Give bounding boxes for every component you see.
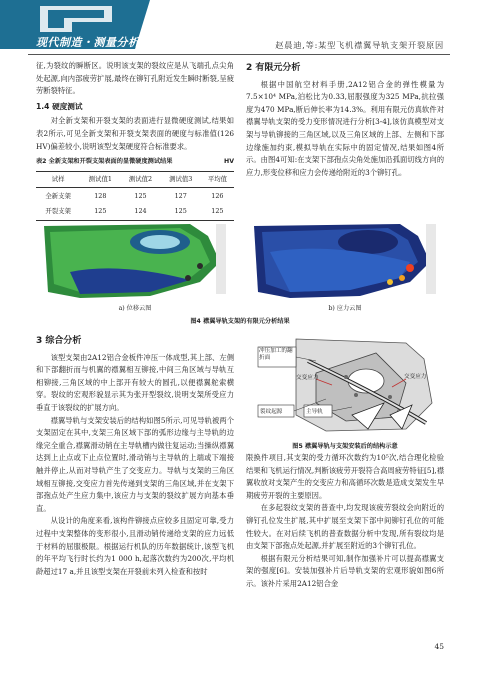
table-header-row <box>36 171 234 188</box>
paragraph: 对全新支架和开裂支架的表面进行显微硬度测试,结果如表2所示,可见全新支架和开裂支架表面的硬度与标准值(126 HV)偏差较小,说明该型支架硬度符合标准要求。 <box>36 116 234 151</box>
table-cell: 全新支架 <box>45 191 71 200</box>
hardness-table <box>36 171 234 221</box>
figure-4b-caption: b) 应力云图 <box>328 305 362 312</box>
diagram-label-alternating-stress-left: 交变应力 <box>296 375 319 381</box>
figure-4-caption: 图4 襟翼导轨支架的有限元分析结果 <box>190 318 290 325</box>
paragraph: 根据有限元分析结果可知,制作加强补片可以提高襟翼支架的强度[6]。安装加强补片后导轨支架的宏观形貌如图6所示。该补片采用2A12铝合金 <box>246 553 444 588</box>
figure-5-caption: 图5 襟翼导轨与支架安装后的结构示意 <box>292 443 398 450</box>
paragraph: 根据中国航空材料手册,2A12铝合金的弹性模量为7.5×10⁴ MPa,泊松比为0.33,屈服强度为325 MPa,抗拉强度为470 MPa,断后伸长率为14.3%。利用有限元仿真软件对襟翼导轨支架的受力变形情况进行分析[3-4],该仿真模型对支架与导轨铆接的三角区域,以及三角区域的上部、左侧和下部边缘施加约束,模拟导轨在实际中的固定情况,结果如图4所示。由图4可知:在支架下部孢点尖角处施加沿孤面切线方向的应力,形变位移和应力会传递给附近的3个铆钉孔。 <box>246 79 444 177</box>
running-title: 赵晨迪,等:某型飞机襟翼导轨支架开裂原因 <box>275 40 444 50</box>
paragraph: 从设计的角度来看,该构件铆接点应较多且固定可靠,受力过程中支架整体的变形很小,且滑动销传递给支架的应力远低于材料的屈服极限。根据运行机队的历年数据统计,该型飞机的年平均飞行时长约为1 000 h,起落次数约为200次,平均机龄超过17 a,并且该型支架在开裂前未列入检查和按时 <box>36 516 234 576</box>
table-cell: 开裂支架 <box>45 207 71 216</box>
table-header-cell: 测试值3 <box>169 175 193 184</box>
diagram-label-main-rail: 主导轨 <box>306 409 323 415</box>
journal-section-logo: 现代制造・测量分析 <box>36 36 140 49</box>
table-cell: 126 <box>211 191 224 200</box>
table-header-cell: 平均值 <box>207 175 227 184</box>
displacement-contour-image <box>40 222 230 300</box>
table-header-cell: 测试值1 <box>88 175 112 184</box>
right-column-bottom <box>246 452 444 591</box>
paragraph: 限换件项目,其支架的受力循环次数约为10⁵次,结合理化检验结果和飞机运行情况,判断该疲劳开裂符合高周疲劳特征[5],襟翼收放对支架产生的交变应力和高循环次数是造成支架发生早期疲劳开裂的主要原因。 <box>246 453 444 500</box>
right-column-top <box>246 62 444 179</box>
table-2-caption-row <box>36 156 234 169</box>
table-cell: 125 <box>211 207 224 216</box>
left-column-top <box>36 60 234 221</box>
figure-4a-caption: a) 位移云图 <box>118 305 152 312</box>
section-heading-2: 2 有限元分析 <box>246 63 301 73</box>
section-heading-3: 3 综合分析 <box>36 336 82 346</box>
table-cell: 125 <box>134 191 147 200</box>
table-header-cell: 测试值2 <box>128 175 153 184</box>
diagram-label-crack-origin: 裂纹起源 <box>260 409 283 415</box>
table-header-cell: 试样 <box>51 175 65 184</box>
paragraph: 在多起裂纹支架的普查中,均发现该疲劳裂纹会向附近的铆钉孔位发生扩展,其中扩展至支架下部中间铆钉孔位的可能性较大。在对后续飞机的普查数据分析中发现,所有裂纹均是由支架下部孢点处起源,并扩展至附近的3个铆钉孔位。 <box>246 503 444 551</box>
table-cell: 127 <box>174 191 187 200</box>
left-column-bottom <box>36 329 234 578</box>
paragraph: 襟翼导轨与支架安装后的结构如图5所示,可见导轨被两个支架固定在其中,支架三角区域下部的弧形边缘与主导轨的边缘完全重合,襟翼滑动销在主导轨槽内做往复运动;当操纵襟翼达到上止点或下止点位置时,滑动销与主导轨的上端或下端接触并停止,从而对导轨产生了交变应力。导轨与支架的三角区域相互铆接,交变应力首先传递到支架的三角区域,并在支架下部孢点处产生应力集中,该应力与支架的裂纹扩展方向基本垂直。 <box>36 415 234 513</box>
table-cell: 125 <box>94 207 107 216</box>
diagram-label-alternating-stress-right: 交变应力 <box>404 374 427 380</box>
paragraph: 该型支架由2A12铝合金板件冲压一体成型,其上部、左侧和下部翻折而与机翼的襟翼相互铆接,中间三角区域与导轨互相铆接,三角区域的中上部开有较大的圆孔,以便襟翼舵索横穿。裂纹的宏观形貌显示其为张开型裂纹,说明支架所受应力垂直于该裂纹的扩展方向。 <box>36 352 234 412</box>
header-divider <box>28 54 450 55</box>
table-row <box>36 188 234 204</box>
table-cell: 128 <box>94 191 107 200</box>
table-2-unit: HV <box>224 158 234 166</box>
stress-contour-image <box>250 222 440 300</box>
paragraph: 征,为裂纹的瞬断区。说明该支架的裂纹应是从飞端孔点尖角处起源,向内部疲劳扩展,最终在铆钉孔附近发生瞬时断裂,呈疲劳断裂特征。 <box>36 61 234 96</box>
table-row <box>36 204 234 220</box>
table-2-caption: 表2 全新支架和开裂支架表面的显微硬度测试结果 <box>36 158 173 166</box>
section-heading-1-4: 1.4 硬度测试 <box>36 101 83 111</box>
table-cell: 124 <box>134 207 147 216</box>
page-number: 45 <box>434 642 444 651</box>
diagram-label-fold-face: 冲压加工的翻折面 <box>259 348 293 361</box>
table-cell: 125 <box>174 207 187 216</box>
